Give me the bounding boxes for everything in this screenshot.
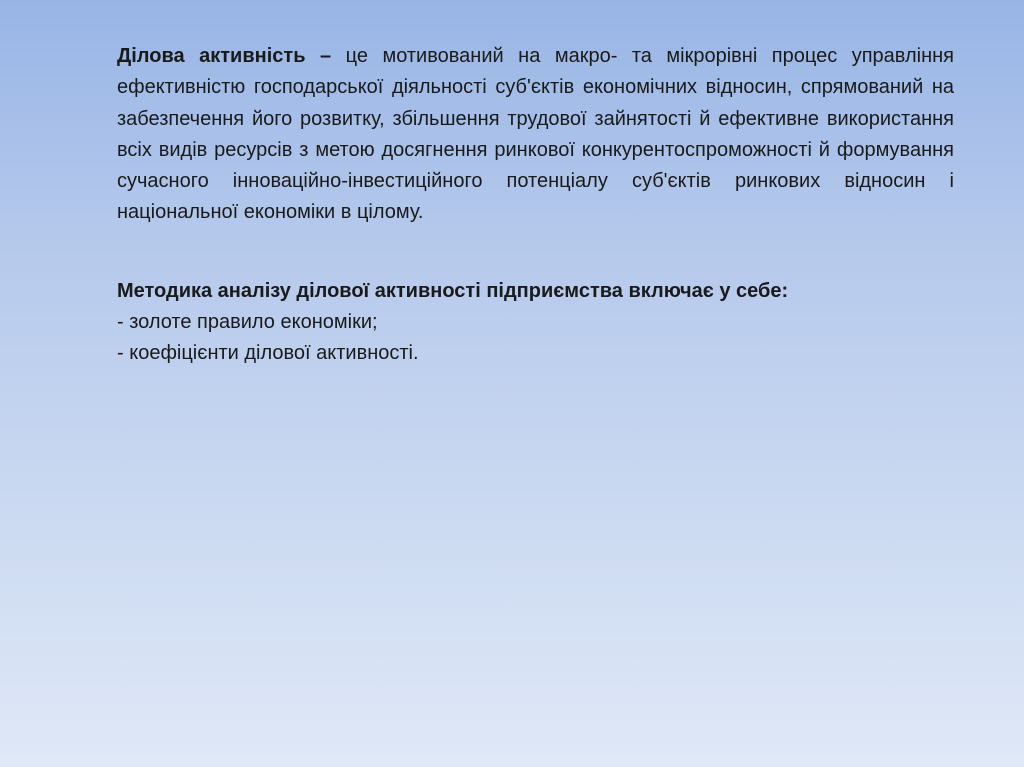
definition-term: Ділова активність – <box>117 45 332 67</box>
paragraph-spacer <box>117 229 954 276</box>
list-item: - коефіцієнти ділової активності. <box>117 342 419 365</box>
definition-text: це мотивований на макро- та мікрорівні процес управління ефективністю господарської діяльності суб'єктів економічних відносин, спрямований на забезпечення його розвитку, збільшення трудової зайнятості й ефективне використання всіх видів ресурсів з метою досягнення ринкової конкурентоспроможності й формування сучасного інноваційно-інвестиційного потенціалу суб'єктів ринкових відносин і національної економіки в цілому. <box>117 45 954 224</box>
methods-list <box>117 307 954 370</box>
methods-heading: Методика аналізу ділової активності підприємства включає у себе: <box>117 279 789 302</box>
slide-content <box>117 41 954 370</box>
list-item: - золоте правило економіки; <box>117 311 378 334</box>
definition-paragraph <box>117 41 954 229</box>
